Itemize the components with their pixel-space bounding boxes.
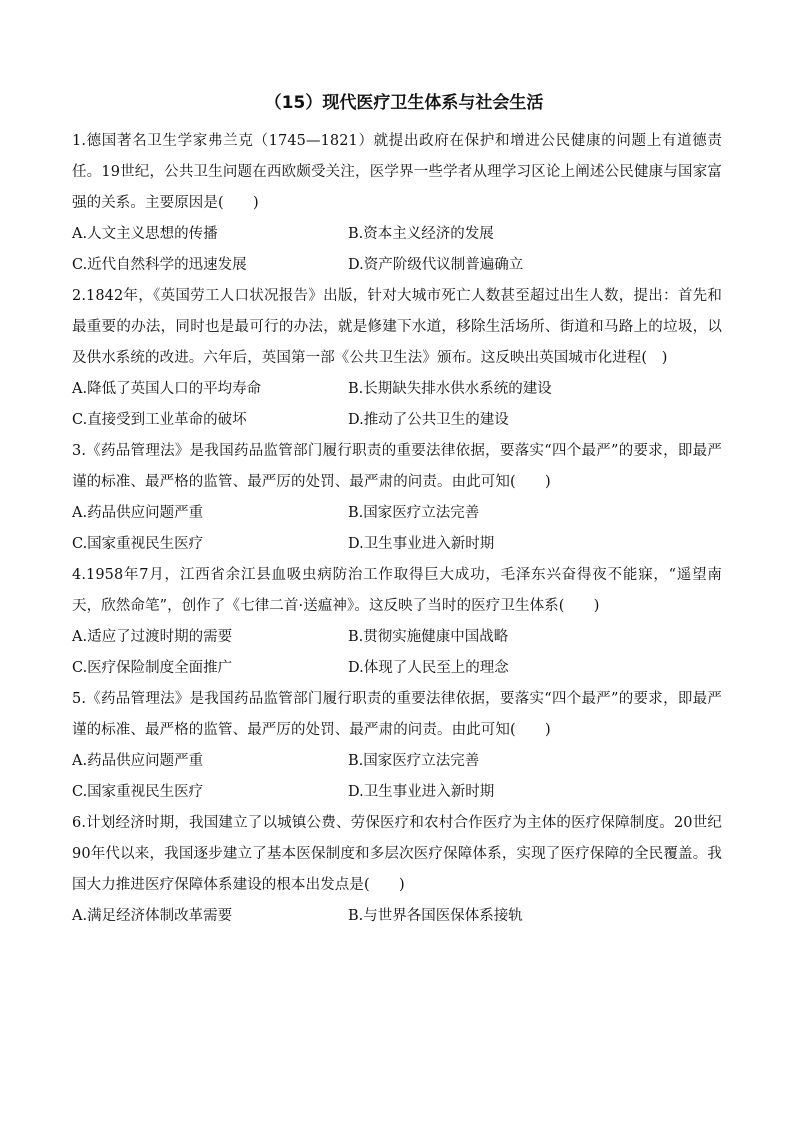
option-b: B.资本主义经济的发展 (348, 226, 494, 242)
option-list (72, 901, 722, 932)
option-b: B.与世界各国医保体系接轨 (348, 908, 523, 924)
option-list (72, 498, 722, 560)
option-a: A.药品供应问题严重 (72, 753, 204, 769)
option-c: C.国家重视民生医疗 (72, 784, 204, 800)
question-6 (72, 808, 722, 932)
question-1 (72, 126, 722, 281)
option-d: D.卫生事业进入新时期 (348, 536, 495, 552)
option-list (72, 622, 722, 684)
option-list (72, 374, 722, 436)
option-a: A.降低了英国人口的平均寿命 (72, 381, 262, 397)
question-stem: 3.《药品管理法》是我国药品监管部门履行职责的重要法律依据，要落实“四个最严”的要求，即最严谨的标准、最严格的监管、最严厉的处罚、最严肃的问责。由此可知( ) (72, 443, 722, 490)
option-a: A.人文主义思想的传播 (72, 226, 218, 242)
option-d: D.体现了人民至上的理念 (348, 660, 509, 676)
option-d: D.卫生事业进入新时期 (348, 784, 495, 800)
option-c: C.近代自然科学的迅速发展 (72, 257, 247, 273)
question-stem: 4.1958年7月，江西省余江县血吸虫病防治工作取得巨大成功，毛泽东兴奋得夜不能寐，“遥望南天，欣然命笔”，创作了《七律二首·送瘟神》。这反映了当时的医疗卫生体系( ) (72, 567, 722, 614)
option-a: A.药品供应问题严重 (72, 505, 204, 521)
document-page (72, 92, 722, 932)
option-c: C.医疗保险制度全面推广 (72, 660, 233, 676)
option-d: D.推动了公共卫生的建设 (348, 412, 509, 428)
question-5 (72, 684, 722, 808)
page-title: （15）现代医疗卫生体系与社会生活 (264, 93, 544, 113)
option-b: B.国家医疗立法完善 (348, 505, 480, 521)
option-b: B.国家医疗立法完善 (348, 753, 480, 769)
option-c: C.国家重视民生医疗 (72, 536, 204, 552)
question-2 (72, 281, 722, 436)
question-3 (72, 436, 722, 560)
option-b: B.长期缺失排水供水系统的建设 (348, 381, 552, 397)
option-c: C.直接受到工业革命的破坏 (72, 412, 247, 428)
option-a: A.满足经济体制改革需要 (72, 908, 233, 924)
option-list (72, 746, 722, 808)
option-a: A.适应了过渡时期的需要 (72, 629, 233, 645)
option-d: D.资产阶级代议制普遍确立 (348, 257, 524, 273)
question-stem: 5.《药品管理法》是我国药品监管部门履行职责的重要法律依据，要落实“四个最严”的要求，即最严谨的标准、最严格的监管、最严厉的处罚、最严肃的问责。由此可知( ) (72, 691, 722, 738)
option-list (72, 219, 722, 281)
question-4 (72, 560, 722, 684)
question-stem: 2.1842年，《英国劳工人口状况报告》出版，针对大城市死亡人数甚至超过出生人数，提出：首先和最重要的办法，同时也是最可行的办法，就是修建下水道，移除生活场所、街道和马路上的垃圾，以及供水系统的改进。六年后，英国第一部《公共卫生法》颁布。这反映出英国城市化进程( ) (72, 288, 722, 366)
question-stem: 6.计划经济时期，我国建立了以城镇公费、劳保医疗和农村合作医疗为主体的医疗保障制度。20世纪90年代以来，我国逐步建立了基本医保制度和多层次医疗保障体系，实现了医疗保障的全民覆盖。我国大力推进医疗保障体系建设的根本出发点是( ) (72, 815, 722, 893)
option-b: B.贯彻实施健康中国战略 (348, 629, 509, 645)
question-stem: 1.德国著名卫生学家弗兰克（1745—1821）就提出政府在保护和增进公民健康的问题上有道德责任。19世纪，公共卫生问题在西欧颇受关注，医学界一些学者从理学习区论上阐述公民健康与国家富强的关系。主要原因是( ) (72, 133, 722, 211)
